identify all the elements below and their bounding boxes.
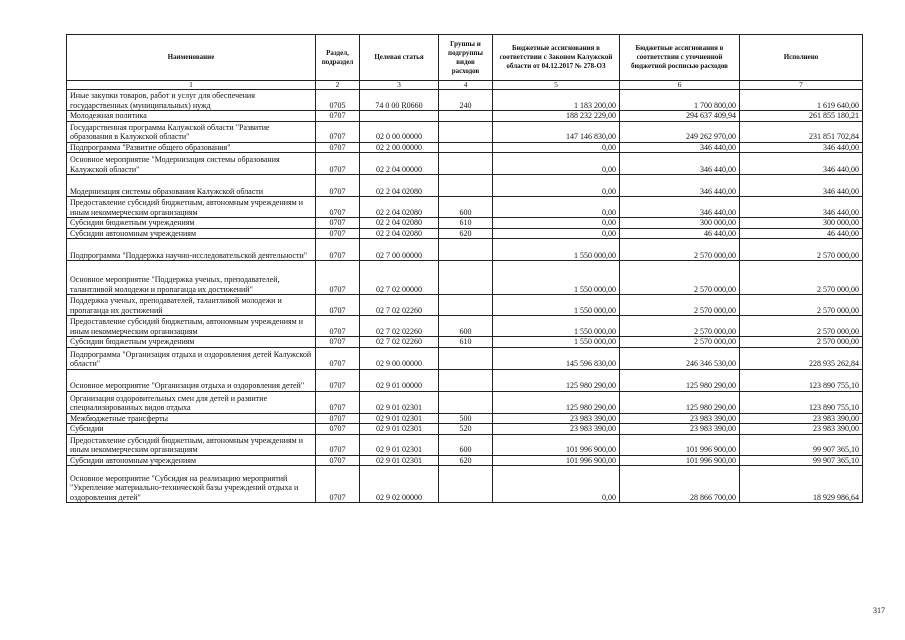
table-row <box>67 434 863 455</box>
row-target-article: 02 7 02 02260 <box>360 316 439 337</box>
row-expense-group <box>439 239 493 261</box>
row-section: 0707 <box>316 175 360 197</box>
table-row <box>67 316 863 337</box>
row-name: Иные закупки товаров, работ и услуг для обеспечения государственных (муниципальных) нужд <box>67 90 316 111</box>
row-name: Подпрограмма "Развитие общего образования" <box>67 142 316 153</box>
row-target-article: 02 9 01 02301 <box>360 391 439 413</box>
row-updated-allocation: 294 637 409,94 <box>620 111 740 122</box>
row-name: Поддержка ученых, преподавателей, талантливой молодежи и пропаганда их достижений <box>67 295 316 316</box>
row-updated-allocation: 2 570 000,00 <box>620 316 740 337</box>
table-row <box>67 413 863 424</box>
row-section: 0707 <box>316 295 360 316</box>
table-row <box>67 142 863 153</box>
row-law-allocation: 1 550 000,00 <box>493 261 620 295</box>
row-name: Субсидии бюджетным учреждениям <box>67 218 316 229</box>
row-updated-allocation: 125 980 290,00 <box>620 369 740 391</box>
row-target-article: 02 9 01 02301 <box>360 424 439 435</box>
row-updated-allocation: 23 983 390,00 <box>620 413 740 424</box>
table-row <box>67 111 863 122</box>
row-law-allocation: 0,00 <box>493 153 620 175</box>
col-number: 6 <box>620 81 740 90</box>
row-expense-group <box>439 466 493 503</box>
row-section: 0707 <box>316 337 360 348</box>
row-section: 0707 <box>316 228 360 239</box>
row-target-article: 02 7 02 02260 <box>360 295 439 316</box>
row-updated-allocation: 23 983 390,00 <box>620 424 740 435</box>
header-law-allocation: Бюджетные ассигнования в соответствии с Законом Калужской области от 04.12.2017 № 278-ОЗ <box>493 35 620 81</box>
row-expense-group <box>439 121 493 142</box>
column-number-row <box>67 81 863 90</box>
row-section: 0707 <box>316 316 360 337</box>
row-updated-allocation: 2 570 000,00 <box>620 337 740 348</box>
row-section: 0707 <box>316 391 360 413</box>
header-groups: Группы и подгруппы видов расходов <box>439 35 493 81</box>
row-law-allocation: 145 596 830,00 <box>493 347 620 369</box>
row-executed: 18 929 986,64 <box>740 466 863 503</box>
col-number: 3 <box>360 81 439 90</box>
row-expense-group: 620 <box>439 455 493 466</box>
page-number: 317 <box>873 606 885 615</box>
col-number: 4 <box>439 81 493 90</box>
row-executed: 23 983 390,00 <box>740 424 863 435</box>
row-name: Субсидии автономным учреждениям <box>67 228 316 239</box>
row-name: Субсидии автономным учреждениям <box>67 455 316 466</box>
row-expense-group <box>439 153 493 175</box>
row-law-allocation: 0,00 <box>493 175 620 197</box>
row-law-allocation: 23 983 390,00 <box>493 424 620 435</box>
row-executed: 2 570 000,00 <box>740 316 863 337</box>
table-row <box>67 197 863 218</box>
row-name: Модернизация системы образования Калужской области <box>67 175 316 197</box>
table-row <box>67 175 863 197</box>
table-row <box>67 295 863 316</box>
row-target-article: 02 2 04 02080 <box>360 175 439 197</box>
row-section: 0707 <box>316 466 360 503</box>
row-executed: 231 851 702,84 <box>740 121 863 142</box>
row-expense-group: 610 <box>439 218 493 229</box>
row-target-article: 02 2 04 02080 <box>360 228 439 239</box>
row-expense-group <box>439 347 493 369</box>
row-section: 0707 <box>316 261 360 295</box>
row-law-allocation: 1 550 000,00 <box>493 337 620 348</box>
row-executed: 99 907 365,10 <box>740 434 863 455</box>
row-target-article: 74 0 00 R0660 <box>360 90 439 111</box>
row-section: 0707 <box>316 153 360 175</box>
row-law-allocation: 0,00 <box>493 142 620 153</box>
header-section: Раздел, подраздел <box>316 35 360 81</box>
table-row <box>67 228 863 239</box>
row-law-allocation: 101 996 900,00 <box>493 455 620 466</box>
row-expense-group: 620 <box>439 228 493 239</box>
row-executed: 300 000,00 <box>740 218 863 229</box>
row-updated-allocation: 2 570 000,00 <box>620 261 740 295</box>
header-executed: Исполнено <box>740 35 863 81</box>
row-expense-group <box>439 391 493 413</box>
table-row <box>67 466 863 503</box>
row-section: 0707 <box>316 434 360 455</box>
table-row <box>67 455 863 466</box>
row-section: 0707 <box>316 369 360 391</box>
budget-table <box>66 34 863 503</box>
row-updated-allocation: 101 996 900,00 <box>620 434 740 455</box>
row-law-allocation: 188 232 229,00 <box>493 111 620 122</box>
row-expense-group: 520 <box>439 424 493 435</box>
row-target-article: 02 7 00 00000 <box>360 239 439 261</box>
row-executed: 346 440,00 <box>740 175 863 197</box>
table-row <box>67 369 863 391</box>
row-section: 0705 <box>316 90 360 111</box>
table-row <box>67 90 863 111</box>
row-expense-group: 610 <box>439 337 493 348</box>
row-section: 0707 <box>316 347 360 369</box>
table-row <box>67 337 863 348</box>
row-target-article: 02 9 01 02301 <box>360 434 439 455</box>
row-updated-allocation: 346 440,00 <box>620 153 740 175</box>
row-target-article: 02 9 01 02301 <box>360 413 439 424</box>
row-updated-allocation: 300 000,00 <box>620 218 740 229</box>
row-target-article: 02 9 00 00000 <box>360 347 439 369</box>
row-target-article: 02 0 00 00000 <box>360 121 439 142</box>
row-target-article: 02 9 02 00000 <box>360 466 439 503</box>
row-expense-group: 600 <box>439 197 493 218</box>
row-law-allocation: 125 980 290,00 <box>493 369 620 391</box>
row-law-allocation: 0,00 <box>493 197 620 218</box>
row-section: 0707 <box>316 111 360 122</box>
row-executed: 2 570 000,00 <box>740 261 863 295</box>
row-updated-allocation: 346 440,00 <box>620 175 740 197</box>
header-target: Целевая статья <box>360 35 439 81</box>
row-name: Субсидии <box>67 424 316 435</box>
table-row <box>67 153 863 175</box>
table-row <box>67 261 863 295</box>
col-number: 1 <box>67 81 316 90</box>
row-section: 0707 <box>316 197 360 218</box>
row-section: 0707 <box>316 218 360 229</box>
table-row <box>67 121 863 142</box>
row-expense-group <box>439 142 493 153</box>
row-name: Молодежная политика <box>67 111 316 122</box>
row-expense-group: 600 <box>439 434 493 455</box>
row-target-article: 02 9 01 00000 <box>360 369 439 391</box>
row-name: Предоставление субсидий бюджетным, автономным учреждениям и иным некоммерческим организациям <box>67 434 316 455</box>
row-expense-group: 240 <box>439 90 493 111</box>
row-executed: 123 890 755,10 <box>740 391 863 413</box>
row-executed: 46 440,00 <box>740 228 863 239</box>
row-section: 0707 <box>316 424 360 435</box>
row-updated-allocation: 346 440,00 <box>620 142 740 153</box>
row-law-allocation: 125 980 290,00 <box>493 391 620 413</box>
row-executed: 346 440,00 <box>740 142 863 153</box>
row-name: Предоставление субсидий бюджетным, автономным учреждениям и иным некоммерческим организациям <box>67 316 316 337</box>
row-section: 0707 <box>316 142 360 153</box>
row-name: Субсидии бюджетным учреждениям <box>67 337 316 348</box>
header-updated-allocation: Бюджетные ассигнования в соответствии с уточненной бюджетной росписью расходов <box>620 35 740 81</box>
row-executed: 261 855 180,21 <box>740 111 863 122</box>
row-section: 0707 <box>316 413 360 424</box>
table-body <box>67 90 863 503</box>
row-executed: 2 570 000,00 <box>740 295 863 316</box>
row-target-article: 02 7 02 02260 <box>360 337 439 348</box>
row-name: Межбюджетные трансферты <box>67 413 316 424</box>
row-name: Государственная программа Калужской области "Развитие образования в Калужской области" <box>67 121 316 142</box>
row-updated-allocation: 249 262 970,00 <box>620 121 740 142</box>
row-updated-allocation: 246 346 530,00 <box>620 347 740 369</box>
row-law-allocation: 0,00 <box>493 218 620 229</box>
row-updated-allocation: 1 700 800,00 <box>620 90 740 111</box>
row-target-article: 02 9 01 02301 <box>360 455 439 466</box>
row-law-allocation: 1 183 200,00 <box>493 90 620 111</box>
row-law-allocation: 1 550 000,00 <box>493 316 620 337</box>
row-section: 0707 <box>316 455 360 466</box>
row-updated-allocation: 28 866 700,00 <box>620 466 740 503</box>
row-expense-group <box>439 175 493 197</box>
row-law-allocation: 23 983 390,00 <box>493 413 620 424</box>
col-number: 5 <box>493 81 620 90</box>
table-row <box>67 424 863 435</box>
table-row <box>67 239 863 261</box>
row-name: Основное мероприятие "Модернизация системы образования Калужской области" <box>67 153 316 175</box>
row-name: Организация оздоровительных смен для детей и развитие специализированных видов отдыха <box>67 391 316 413</box>
row-target-article: 02 2 00 00000 <box>360 142 439 153</box>
row-updated-allocation: 125 980 290,00 <box>620 391 740 413</box>
col-number: 2 <box>316 81 360 90</box>
row-executed: 1 619 640,00 <box>740 90 863 111</box>
row-law-allocation: 1 550 000,00 <box>493 295 620 316</box>
row-law-allocation: 101 996 900,00 <box>493 434 620 455</box>
row-expense-group <box>439 261 493 295</box>
row-law-allocation: 1 550 000,00 <box>493 239 620 261</box>
row-name: Основное мероприятие "Субсидия на реализацию мероприятий "Укрепление материально-технической базы учреждений отдыха и оздоровления детей" <box>67 466 316 503</box>
row-law-allocation: 147 146 830,00 <box>493 121 620 142</box>
row-law-allocation: 0,00 <box>493 228 620 239</box>
row-executed: 99 907 365,10 <box>740 455 863 466</box>
row-law-allocation: 0,00 <box>493 466 620 503</box>
budget-sheet <box>66 34 862 503</box>
row-name: Основное мероприятие "Поддержка ученых, преподавателей, талантливой молодежи и пропаганда их достижений" <box>67 261 316 295</box>
row-target-article <box>360 111 439 122</box>
row-updated-allocation: 2 570 000,00 <box>620 295 740 316</box>
row-name: Подпрограмма "Организация отдыха и оздоровления детей Калужской области" <box>67 347 316 369</box>
table-row <box>67 347 863 369</box>
row-target-article: 02 2 04 02080 <box>360 218 439 229</box>
table-row <box>67 218 863 229</box>
row-expense-group <box>439 111 493 122</box>
row-name: Предоставление субсидий бюджетным, автономным учреждениям и иным некоммерческим организациям <box>67 197 316 218</box>
row-section: 0707 <box>316 239 360 261</box>
row-section: 0707 <box>316 121 360 142</box>
row-updated-allocation: 101 996 900,00 <box>620 455 740 466</box>
row-target-article: 02 2 04 00000 <box>360 153 439 175</box>
row-expense-group <box>439 369 493 391</box>
row-executed: 228 935 262,84 <box>740 347 863 369</box>
row-expense-group: 500 <box>439 413 493 424</box>
row-updated-allocation: 346 440,00 <box>620 197 740 218</box>
row-executed: 2 570 000,00 <box>740 337 863 348</box>
row-executed: 2 570 000,00 <box>740 239 863 261</box>
row-name: Основное мероприятие "Организация отдыха и оздоровления детей" <box>67 369 316 391</box>
row-expense-group <box>439 295 493 316</box>
row-expense-group: 600 <box>439 316 493 337</box>
table-row <box>67 391 863 413</box>
row-executed: 23 983 390,00 <box>740 413 863 424</box>
col-number: 7 <box>740 81 863 90</box>
header-name: Наименование <box>67 35 316 81</box>
row-name: Подпрограмма "Поддержка научно-исследовательской деятельности" <box>67 239 316 261</box>
row-updated-allocation: 2 570 000,00 <box>620 239 740 261</box>
row-target-article: 02 7 02 00000 <box>360 261 439 295</box>
row-executed: 123 890 755,10 <box>740 369 863 391</box>
row-updated-allocation: 46 440,00 <box>620 228 740 239</box>
header-row <box>67 35 863 81</box>
row-target-article: 02 2 04 02080 <box>360 197 439 218</box>
row-executed: 346 440,00 <box>740 197 863 218</box>
row-executed: 346 440,00 <box>740 153 863 175</box>
